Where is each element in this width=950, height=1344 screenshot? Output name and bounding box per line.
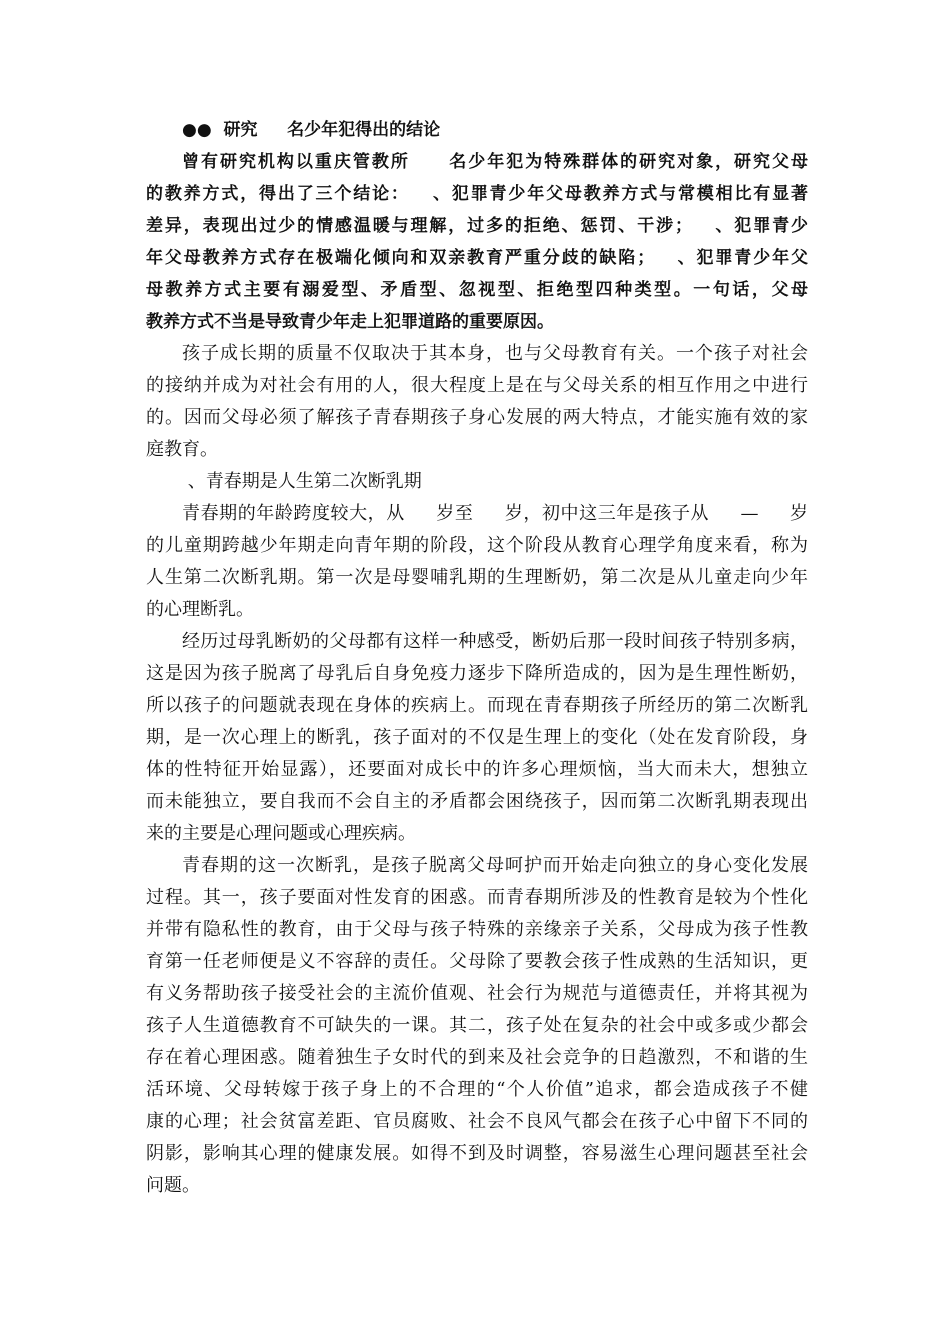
paragraph-line: 的儿童期跨越少年期走向青年期的阶段，这个阶段从教育心理学角度来看，称为 — [146, 535, 808, 556]
section-heading-research-conclusion: ●● 研究 名少年犯得出的结论 — [182, 120, 441, 140]
paragraph-line: 经历过母乳断奶的父母都有这样一种感受，断奶后那一段时间孩子特别多病， — [182, 631, 808, 652]
paragraph-line: 年父母教养方式存在极端化倾向和双亲教育严重分歧的缺陷； 、犯罪青少年父 — [146, 248, 808, 268]
paragraph-line: 这是因为孩子脱离了母乳后自身免疫力逐步下降所造成的，因为是生理性断奶， — [146, 663, 808, 684]
paragraph-line: 活环境、父母转嫁于孩子身上的不合理的“个人价值”追求，都会造成孩子不健 — [146, 1079, 808, 1100]
paragraph-line: 来的主要是心理问题或心理疾病。 — [146, 823, 416, 844]
paragraph-line: 教养方式不当是导致青少年走上犯罪道路的重要原因。 — [146, 312, 554, 332]
paragraph-line: 青春期的年龄跨度较大，从 岁至 岁，初中这三年是孩子从 — 岁 — [182, 503, 808, 524]
paragraph-line: 过程。其一，孩子要面对性发育的困惑。而青春期所涉及的性教育是较为个性化 — [146, 887, 808, 908]
paragraph-line: 母教养方式主要有溺爱型、矛盾型、忽视型、拒绝型四种类型。一句话，父母 — [146, 280, 808, 300]
paragraph-line: 存在着心理困惑。随着独生子女时代的到来及社会竞争的日趋激烈，不和谐的生 — [146, 1047, 808, 1068]
paragraph-line: 并带有隐私性的教育，由于父母与孩子特殊的亲缘亲子关系，父母成为孩子性教 — [146, 919, 808, 940]
paragraph-line: 孩子成长期的质量不仅取决于其本身，也与父母教育有关。一个孩子对社会 — [182, 343, 808, 364]
paragraph-line: 有义务帮助孩子接受社会的主流价值观、社会行为规范与道德责任，并将其视为 — [146, 983, 808, 1004]
paragraph-line: 而未能独立，要自我而不会自主的矛盾都会困绕孩子，因而第二次断乳期表现出 — [146, 791, 808, 812]
paragraph-line: 的教养方式，得出了三个结论： 、犯罪青少年父母教养方式与常模相比有显著 — [146, 184, 808, 204]
paragraph-line: 康的心理；社会贫富差距、官员腐败、社会不良风气都会在孩子心中留下不同的 — [146, 1111, 808, 1132]
paragraph-line: 庭教育。 — [146, 439, 218, 460]
paragraph-line: 的。因而父母必须了解孩子青春期孩子身心发展的两大特点，才能实施有效的家 — [146, 407, 808, 428]
subheading-second-weaning: 、青春期是人生第二次断乳期 — [182, 471, 422, 492]
paragraph-line: 孩子人生道德教育不可缺失的一课。其二，孩子处在复杂的社会中或多或少都会 — [146, 1015, 808, 1036]
paragraph-line: 所以孩子的问题就表现在身体的疾病上。而现在青春期孩子所经历的第二次断乳 — [146, 695, 808, 716]
paragraph-line: 体的性特征开始显露），还要面对成长中的许多心理烦恼，当大而未大，想独立 — [146, 759, 808, 780]
paragraph-line: 差异，表现出过少的情感温暖与理解，过多的拒绝、惩罚、干涉； 、犯罪青少 — [146, 216, 808, 236]
paragraph-line: 青春期的这一次断乳，是孩子脱离父母呵护而开始走向独立的身心变化发展 — [182, 855, 808, 876]
paragraph-line: 的心理断乳。 — [146, 599, 254, 620]
paragraph-line: 期，是一次心理上的断乳，孩子面对的不仅是生理上的变化（处在发育阶段，身 — [146, 727, 808, 748]
paragraph-line: 曾有研究机构以重庆管教所 名少年犯为特殊群体的研究对象，研究父母 — [182, 152, 808, 172]
paragraph-line: 阴影，影响其心理的健康发展。如得不到及时调整，容易滋生心理问题甚至社会 — [146, 1143, 808, 1164]
paragraph-line: 问题。 — [146, 1175, 200, 1196]
paragraph-line: 人生第二次断乳期。第一次是母婴哺乳期的生理断奶，第二次是从儿童走向少年 — [146, 567, 808, 588]
paragraph-line: 育第一任老师便是义不容辞的责任。父母除了要教会孩子性成熟的生活知识，更 — [146, 951, 808, 972]
paragraph-line: 的接纳并成为对社会有用的人，很大程度上是在与父母关系的相互作用之中进行 — [146, 375, 808, 396]
